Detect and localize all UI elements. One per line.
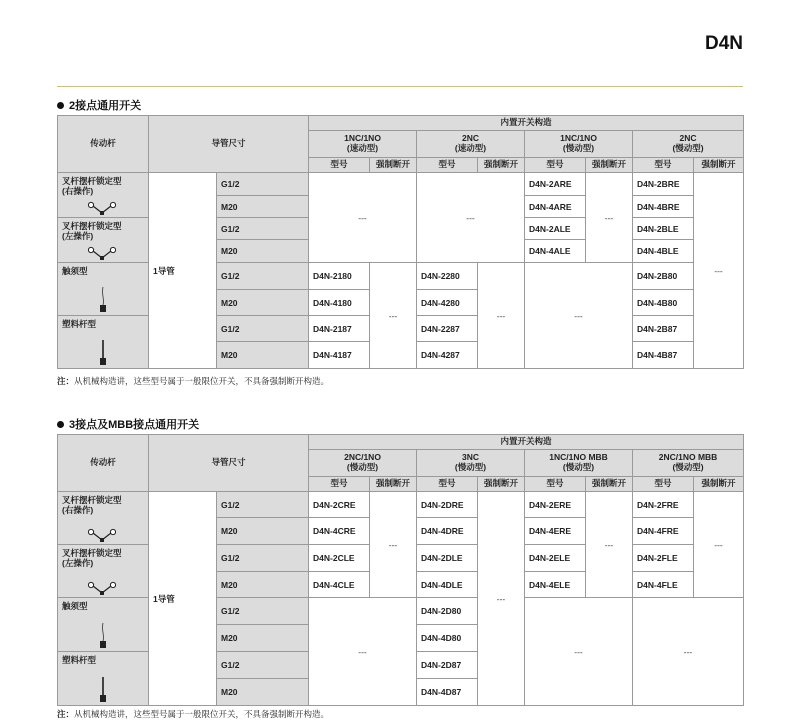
bullet-icon bbox=[57, 102, 64, 109]
conduit-size: G1/2 bbox=[217, 218, 309, 240]
model-cell: D4N-4FRE bbox=[633, 518, 694, 545]
model-cell: D4N-2187 bbox=[309, 316, 370, 342]
forced-col-header: 强制断开 bbox=[478, 158, 525, 173]
conduit-size: G1/2 bbox=[217, 652, 309, 679]
model-cell: D4N-2CRE bbox=[309, 492, 370, 518]
model-col-header: 型号 bbox=[417, 158, 478, 173]
forced-col-header: 强制断开 bbox=[586, 477, 633, 492]
lever-type-plastic-rod: 塑料杆型 bbox=[58, 652, 149, 706]
group-header: 3NC (慢动型) bbox=[417, 450, 525, 477]
group-header: 2NC/1NO MBB (慢动型) bbox=[633, 450, 744, 477]
dash-cell: --- bbox=[694, 492, 744, 598]
conduit-size: M20 bbox=[217, 290, 309, 316]
dash-cell: --- bbox=[586, 173, 633, 263]
dash-cell: --- bbox=[586, 492, 633, 598]
model-cell: D4N-4BLE bbox=[633, 240, 694, 263]
group-header: 1NC/1NO (慢动型) bbox=[525, 131, 633, 158]
model-cell: D4N-4CLE bbox=[309, 572, 370, 598]
model-cell: D4N-4287 bbox=[417, 342, 478, 369]
forced-col-header: 强制断开 bbox=[694, 158, 744, 173]
structure-header: 内置开关构造 bbox=[309, 116, 744, 131]
model-cell: D4N-4B87 bbox=[633, 342, 694, 369]
forced-col-header: 强制断开 bbox=[694, 477, 744, 492]
model-col-header: 型号 bbox=[525, 477, 586, 492]
conduit-size: G1/2 bbox=[217, 598, 309, 625]
conduit-header: 导管尺寸 bbox=[149, 435, 309, 492]
structure-header: 内置开关构造 bbox=[309, 435, 744, 450]
model-cell: D4N-4ELE bbox=[525, 572, 586, 598]
model-cell: D4N-4ARE bbox=[525, 196, 586, 218]
group-header: 2NC (速动型) bbox=[417, 131, 525, 158]
model-col-header: 型号 bbox=[417, 477, 478, 492]
model-cell: D4N-2B87 bbox=[633, 316, 694, 342]
dash-cell: --- bbox=[370, 492, 417, 598]
section2-table bbox=[57, 434, 744, 706]
conduit-size: M20 bbox=[217, 679, 309, 706]
model-cell: D4N-2DRE bbox=[417, 492, 478, 518]
left-fork-lever-icon bbox=[88, 581, 116, 595]
lever-header: 传动杆 bbox=[58, 435, 149, 492]
model-cell: D4N-2ARE bbox=[525, 173, 586, 196]
model-cell: D4N-2FLE bbox=[633, 545, 694, 572]
model-col-header: 型号 bbox=[525, 158, 586, 173]
pipe-cell: 1导管 bbox=[149, 173, 217, 369]
group-header: 2NC/1NO (慢动型) bbox=[309, 450, 417, 477]
model-cell: D4N-2BRE bbox=[633, 173, 694, 196]
model-col-header: 型号 bbox=[633, 477, 694, 492]
bullet-icon bbox=[57, 421, 64, 428]
group-header: 1NC/1NO (速动型) bbox=[309, 131, 417, 158]
section1-title bbox=[57, 97, 141, 113]
section1-title-text: 2接点通用开关 bbox=[69, 100, 142, 112]
forced-col-header: 强制断开 bbox=[478, 477, 525, 492]
model-cell: D4N-2D80 bbox=[417, 598, 478, 625]
model-cell: D4N-4FLE bbox=[633, 572, 694, 598]
conduit-size: G1/2 bbox=[217, 545, 309, 572]
model-cell: D4N-4B80 bbox=[633, 290, 694, 316]
conduit-size: M20 bbox=[217, 196, 309, 218]
conduit-size: G1/2 bbox=[217, 492, 309, 518]
model-cell: D4N-2B80 bbox=[633, 263, 694, 290]
model-cell: D4N-2DLE bbox=[417, 545, 478, 572]
model-cell: D4N-4180 bbox=[309, 290, 370, 316]
lever-type-left-fork: 叉杆摆杆锁定型 (左操作) bbox=[58, 218, 149, 263]
conduit-header: 导管尺寸 bbox=[149, 116, 309, 173]
conduit-size: M20 bbox=[217, 625, 309, 652]
dash-cell: --- bbox=[417, 173, 525, 263]
dash-cell: --- bbox=[309, 598, 417, 706]
model-cell: D4N-2180 bbox=[309, 263, 370, 290]
forced-col-header: 强制断开 bbox=[586, 158, 633, 173]
conduit-size: G1/2 bbox=[217, 173, 309, 196]
group-header: 1NC/1NO MBB (慢动型) bbox=[525, 450, 633, 477]
dash-cell: --- bbox=[370, 263, 417, 369]
conduit-size: G1/2 bbox=[217, 263, 309, 290]
plastic-rod-icon bbox=[96, 338, 110, 366]
conduit-size: M20 bbox=[217, 518, 309, 545]
conduit-size: M20 bbox=[217, 572, 309, 598]
model-cell: D4N-2ERE bbox=[525, 492, 586, 518]
model-col-header: 型号 bbox=[309, 158, 370, 173]
model-col-header: 型号 bbox=[633, 158, 694, 173]
dash-cell: --- bbox=[525, 598, 633, 706]
dash-cell: --- bbox=[478, 492, 525, 706]
lever-type-whisker: 触须型 bbox=[58, 263, 149, 316]
model-cell: D4N-4CRE bbox=[309, 518, 370, 545]
model-cell: D4N-2D87 bbox=[417, 652, 478, 679]
dash-cell: --- bbox=[309, 173, 417, 263]
section1-table bbox=[57, 115, 744, 369]
group-header: 2NC (慢动型) bbox=[633, 131, 744, 158]
whisker-icon bbox=[96, 621, 110, 649]
plastic-rod-icon bbox=[96, 675, 110, 703]
left-fork-lever-icon bbox=[88, 246, 116, 260]
lever-type-right-fork: 叉杆摆杆锁定型 (右操作) bbox=[58, 173, 149, 218]
forced-col-header: 强制断开 bbox=[370, 477, 417, 492]
model-cell: D4N-2280 bbox=[417, 263, 478, 290]
model-cell: D4N-4BRE bbox=[633, 196, 694, 218]
model-col-header: 型号 bbox=[309, 477, 370, 492]
model-cell: D4N-4DRE bbox=[417, 518, 478, 545]
model-cell: D4N-4280 bbox=[417, 290, 478, 316]
right-fork-lever-icon bbox=[88, 201, 116, 215]
right-fork-lever-icon bbox=[88, 528, 116, 542]
model-cell: D4N-4D80 bbox=[417, 625, 478, 652]
model-cell: D4N-4D87 bbox=[417, 679, 478, 706]
dash-cell: --- bbox=[694, 173, 744, 369]
model-cell: D4N-4ERE bbox=[525, 518, 586, 545]
section2-title-text: 3接点及MBB接点通用开关 bbox=[69, 419, 200, 431]
page-title: D4N bbox=[704, 33, 743, 54]
conduit-size: M20 bbox=[217, 240, 309, 263]
lever-type-left-fork: 叉杆摆杆锁定型 (左操作) bbox=[58, 545, 149, 598]
lever-type-right-fork: 叉杆摆杆锁定型 (右操作) bbox=[58, 492, 149, 545]
model-cell: D4N-4DLE bbox=[417, 572, 478, 598]
pipe-cell: 1导管 bbox=[149, 492, 217, 706]
model-cell: D4N-2FRE bbox=[633, 492, 694, 518]
model-cell: D4N-4ALE bbox=[525, 240, 586, 263]
conduit-size: G1/2 bbox=[217, 316, 309, 342]
lever-type-whisker: 触须型 bbox=[58, 598, 149, 652]
whisker-icon bbox=[96, 285, 110, 313]
dash-cell: --- bbox=[525, 263, 633, 369]
model-cell: D4N-2287 bbox=[417, 316, 478, 342]
dash-cell: --- bbox=[633, 598, 744, 706]
section2-title bbox=[57, 416, 199, 432]
forced-col-header: 强制断开 bbox=[370, 158, 417, 173]
model-cell: D4N-2CLE bbox=[309, 545, 370, 572]
model-cell: D4N-2ELE bbox=[525, 545, 586, 572]
lever-type-plastic-rod: 塑料杆型 bbox=[58, 316, 149, 369]
lever-header: 传动杆 bbox=[58, 116, 149, 173]
section2-note: 注：从机械构造讲，这些型号属于一般限位开关，不具备强制断开构造。 bbox=[57, 709, 330, 719]
conduit-size: M20 bbox=[217, 342, 309, 369]
header-rule bbox=[57, 86, 743, 87]
model-cell: D4N-4187 bbox=[309, 342, 370, 369]
dash-cell: --- bbox=[478, 263, 525, 369]
model-cell: D4N-2BLE bbox=[633, 218, 694, 240]
model-cell: D4N-2ALE bbox=[525, 218, 586, 240]
section1-note: 注：从机械构造讲，这些型号属于一般限位开关，不具备强制断开构造。 bbox=[57, 376, 330, 386]
